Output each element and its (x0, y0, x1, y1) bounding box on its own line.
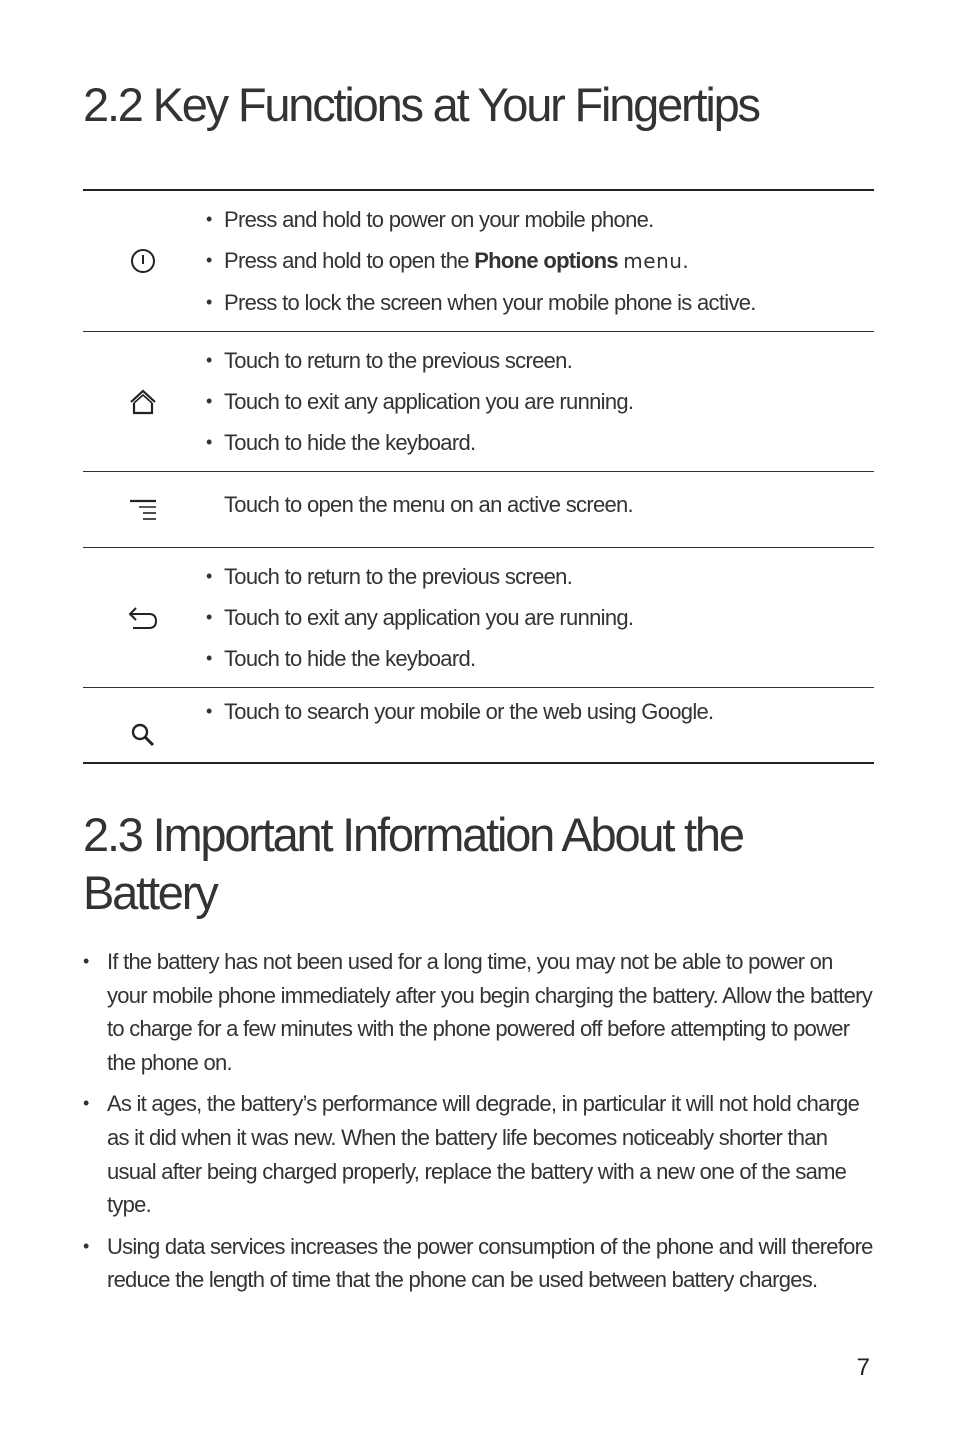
description-cell (203, 688, 874, 763)
table-row-menu (83, 472, 874, 548)
list-item: • Touch to hide the keyboard. (203, 422, 874, 463)
table-row-power (83, 190, 874, 332)
description-cell (203, 190, 874, 332)
menu-description: Touch to open the menu on an active screen. (224, 492, 633, 517)
list-item: • Touch to search your mobile or the web using Google. (203, 691, 874, 732)
key-functions-table (83, 189, 874, 764)
bullet-list (203, 340, 874, 463)
list-item: • As it ages, the battery’s performance will degrade, in particular it will not hold charge as it did when it was new. When the battery life becomes noticeably shorter than usual after being charged properly, replace the battery with a new one of the same type. (83, 1087, 874, 1221)
power-icon (130, 248, 156, 274)
menu-word: menu. (623, 249, 690, 273)
battery-info-list (83, 945, 874, 1305)
icon-cell (83, 688, 203, 763)
list-item: • Touch to exit any application you are running. (203, 597, 874, 638)
list-item: • Press to lock the screen when your mobile phone is active. (203, 282, 874, 323)
list-item: • Using data services increases the power consumption of the phone and will therefore reduce the length of time that the phone can be used between battery charges. (83, 1230, 874, 1297)
table-row-back (83, 548, 874, 688)
list-item: • Touch to return to the previous screen. (203, 340, 874, 381)
phone-options-label: Phone options (474, 248, 618, 273)
bullet-list (203, 199, 874, 323)
section-title-key-functions: 2.2 Key Functions at Your Fingertips (83, 78, 759, 131)
item-text: Press and hold to open the (224, 248, 475, 273)
menu-icon (129, 498, 157, 522)
back-icon (127, 605, 159, 631)
bullet-list (203, 691, 874, 732)
bullet-list (203, 556, 874, 679)
description-cell (203, 472, 874, 548)
page-number: 7 (856, 1354, 870, 1381)
table-row-home (83, 332, 874, 472)
list-item: • Touch to return to the previous screen. (203, 556, 874, 597)
list-item: • Touch to hide the keyboard. (203, 638, 874, 679)
icon-cell (83, 190, 203, 332)
table-row-search (83, 688, 874, 763)
list-item (203, 240, 874, 282)
icon-cell (83, 332, 203, 472)
description-cell (203, 548, 874, 688)
list-item: • If the battery has not been used for a long time, you may not be able to power on your mobile phone immediately after you begin charging the battery. Allow the battery to charge for a few minutes with the phone powered off before attempting to power the phone on. (83, 945, 874, 1079)
list-item: • Touch to exit any application you are running. (203, 381, 874, 422)
home-icon (129, 389, 157, 415)
section-title-battery: 2.3 Important Information About the Battery (83, 808, 743, 919)
search-icon (130, 722, 156, 748)
icon-cell (83, 472, 203, 548)
list-item: • Press and hold to power on your mobile phone. (203, 199, 874, 240)
icon-cell (83, 548, 203, 688)
description-cell (203, 332, 874, 472)
